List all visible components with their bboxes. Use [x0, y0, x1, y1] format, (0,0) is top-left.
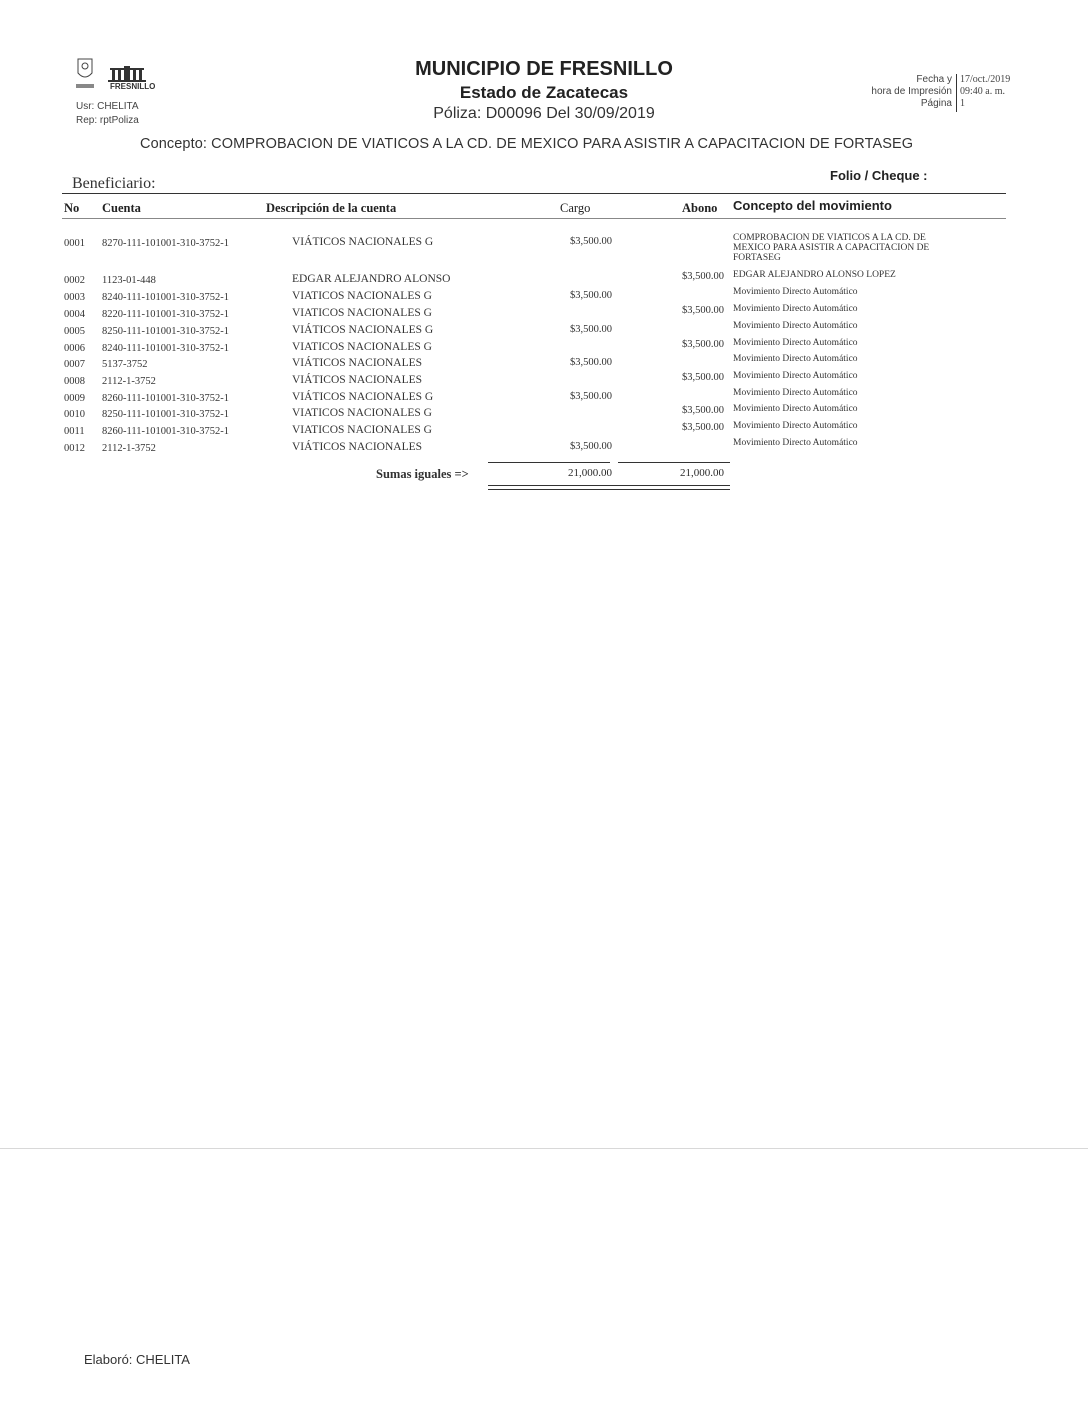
beneficiario-label: Beneficiario:	[72, 175, 156, 192]
header-rule-bottom	[62, 218, 1006, 219]
row-cuenta: 8240-111-101001-310-3752-1	[102, 343, 229, 354]
row-cargo: $3,500.00	[570, 441, 612, 452]
row-concepto: Movimiento Directo Automático	[733, 354, 858, 364]
row-no: 0002	[64, 275, 85, 286]
col-header-descripcion: Descripción de la cuenta	[266, 201, 397, 215]
row-cuenta: 2112-1-3752	[102, 443, 156, 454]
row-cuenta: 8250-111-101001-310-3752-1	[102, 326, 229, 337]
sumas-iguales-label: Sumas iguales =>	[376, 467, 469, 481]
row-abono: $3,500.00	[682, 305, 724, 316]
row-concepto: Movimiento Directo Automático	[733, 304, 858, 314]
row-no: 0004	[64, 309, 85, 320]
row-cargo: $3,500.00	[570, 391, 612, 402]
concepto-line: Concepto: COMPROBACION DE VIATICOS A LA CD. DE MEXICO PARA ASISTIR A CAPACITACION DE FORTASEG	[140, 136, 914, 152]
row-concepto: Movimiento Directo Automático	[733, 338, 858, 348]
row-descripcion: VIÁTICOS NACIONALES	[292, 357, 423, 369]
usr-label: Usr: CHELITA	[76, 101, 139, 112]
folio-label: Folio / Cheque :	[830, 168, 928, 183]
page-subtitle: Estado de Zacatecas	[459, 83, 629, 102]
row-cuenta: 8240-111-101001-310-3752-1	[102, 292, 229, 303]
print-date: 17/oct./2019	[960, 74, 1011, 85]
row-concepto: Movimiento Directo Automático	[733, 421, 858, 431]
row-no: 0009	[64, 393, 85, 404]
row-concepto: COMPROBACION DE VIATICOS A LA CD. DE MEXICO PARA ASISTIR A CAPACITACION DE FORTASEG	[733, 233, 930, 263]
print-label-pagina: Página	[920, 98, 952, 109]
row-no: 0007	[64, 359, 85, 370]
row-no: 0008	[64, 376, 85, 387]
row-abono: $3,500.00	[682, 339, 724, 350]
row-no: 0012	[64, 443, 85, 454]
table-row	[0, 438, 1088, 458]
col-header-cargo: Cargo	[560, 201, 591, 215]
row-cargo: $3,500.00	[570, 357, 612, 368]
row-descripcion: VIATICOS NACIONALES G	[292, 424, 432, 436]
col-header-abono: Abono	[682, 201, 718, 215]
row-no: 0005	[64, 326, 85, 337]
row-abono: $3,500.00	[682, 271, 724, 282]
row-descripcion: VIÁTICOS NACIONALES G	[292, 324, 434, 336]
print-info-labels	[820, 74, 957, 112]
row-descripcion: EDGAR ALEJANDRO ALONSO	[292, 273, 451, 285]
row-cargo: $3,500.00	[570, 324, 612, 335]
scan-page-divider	[0, 1148, 1088, 1149]
row-concepto: Movimiento Directo Automático	[733, 287, 858, 297]
row-descripcion: VIÁTICOS NACIONALES	[292, 374, 423, 386]
row-no: 0010	[64, 409, 85, 420]
row-cuenta: 1123-01-448	[102, 275, 156, 286]
row-cargo: $3,500.00	[570, 290, 612, 301]
row-no: 0003	[64, 292, 85, 303]
row-concepto: EDGAR ALEJANDRO ALONSO LOPEZ	[733, 270, 896, 280]
poliza-label: Póliza: D00096 Del 30/09/2019	[433, 105, 655, 122]
col-header-no: No	[64, 201, 80, 215]
print-info-values	[960, 74, 1040, 110]
print-label-hora: hora de Impresión	[871, 86, 952, 97]
row-cuenta: 8260-111-101001-310-3752-1	[102, 393, 229, 404]
row-concepto: Movimiento Directo Automático	[733, 404, 858, 414]
elaboro-label: Elaboró: CHELITA	[84, 1352, 190, 1367]
row-descripcion: VIÁTICOS NACIONALES G	[292, 391, 434, 403]
row-cargo: $3,500.00	[570, 236, 612, 247]
print-label-fecha: Fecha y	[916, 74, 952, 85]
row-cuenta: 8260-111-101001-310-3752-1	[102, 426, 229, 437]
row-no: 0011	[64, 426, 85, 437]
row-no: 0001	[64, 238, 85, 249]
col-header-cuenta: Cuenta	[102, 201, 141, 215]
sum-abono-value: 21,000.00	[680, 467, 724, 479]
row-concepto: Movimiento Directo Automático	[733, 388, 858, 398]
page-title: MUNICIPIO DE FRESNILLO	[415, 58, 673, 80]
row-descripcion: VIÁTICOS NACIONALES	[292, 441, 423, 453]
row-descripcion: VIATICOS NACIONALES G	[292, 341, 432, 353]
row-descripcion: VIATICOS NACIONALES G	[292, 307, 432, 319]
row-abono: $3,500.00	[682, 405, 724, 416]
row-concepto: Movimiento Directo Automático	[733, 371, 858, 381]
sum-cargo-value: 21,000.00	[568, 467, 612, 479]
row-abono: $3,500.00	[682, 372, 724, 383]
sum-double-rule	[488, 485, 730, 490]
row-concepto: Movimiento Directo Automático	[733, 438, 858, 448]
print-page: 1	[960, 98, 965, 109]
row-cuenta: 8270-111-101001-310-3752-1	[102, 238, 229, 249]
sum-rule-cargo	[488, 462, 610, 463]
rep-label: Rep: rptPoliza	[76, 115, 139, 126]
row-cuenta: 2112-1-3752	[102, 376, 156, 387]
row-cuenta: 8220-111-101001-310-3752-1	[102, 309, 229, 320]
row-cuenta: 8250-111-101001-310-3752-1	[102, 409, 229, 420]
sum-rule-abono	[618, 462, 730, 463]
row-descripcion: VIATICOS NACIONALES G	[292, 407, 432, 419]
header-rule-top	[62, 193, 1006, 194]
table-row	[0, 233, 1088, 263]
row-descripcion: VIATICOS NACIONALES G	[292, 290, 432, 302]
row-abono: $3,500.00	[682, 422, 724, 433]
col-header-concepto: Concepto del movimiento	[733, 198, 892, 213]
row-descripcion: VIÁTICOS NACIONALES G	[292, 236, 434, 248]
row-no: 0006	[64, 343, 85, 354]
logo-text: FRESNILLO	[110, 82, 156, 91]
row-cuenta: 5137-3752	[102, 359, 148, 370]
row-concepto: Movimiento Directo Automático	[733, 321, 858, 331]
print-time: 09:40 a. m.	[960, 86, 1005, 97]
